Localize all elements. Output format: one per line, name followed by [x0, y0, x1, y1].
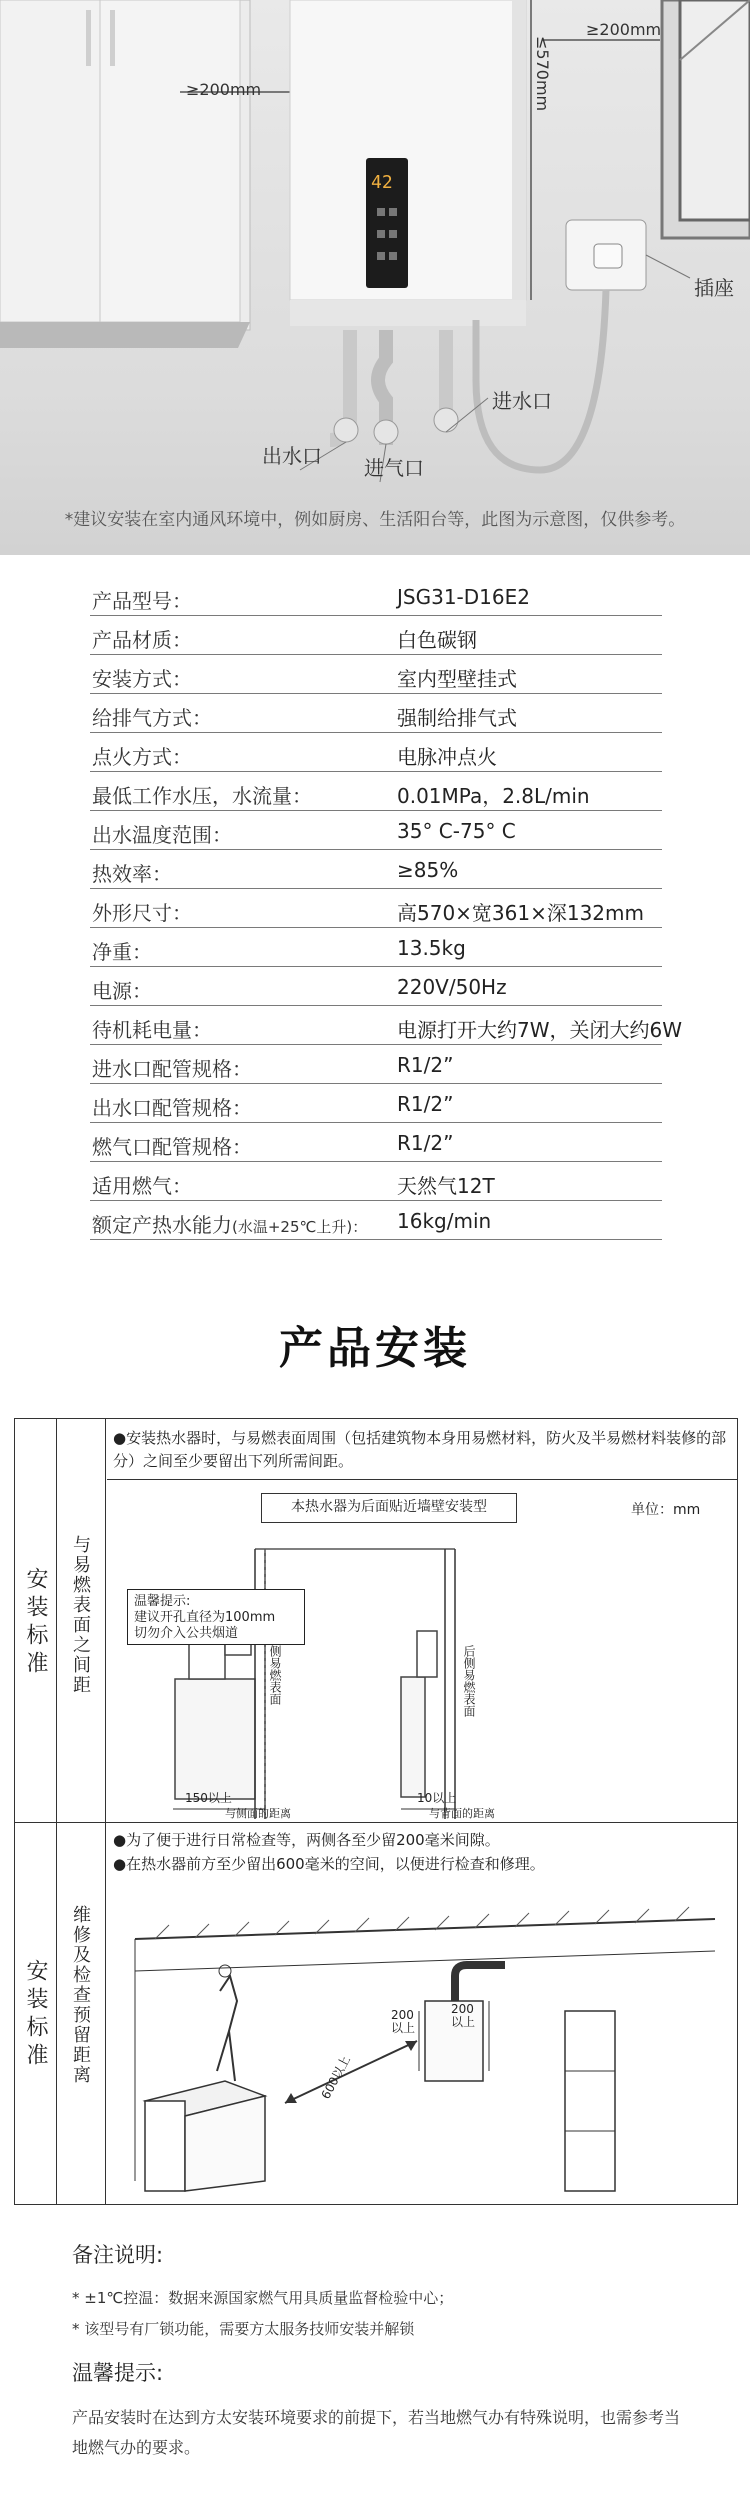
section1-sub-label: 与易燃表面之间距	[70, 1535, 91, 1695]
spec-row	[0, 969, 750, 1008]
right-service-gap: 200以上	[451, 2002, 476, 2029]
unit-label: 单位：mm	[631, 1502, 701, 1518]
install-standard-table	[14, 1418, 738, 2205]
spec-row	[0, 1203, 750, 1242]
spec-value: 220V/50Hz	[397, 975, 507, 999]
back-distance-value: 10以上	[417, 1791, 457, 1805]
spec-value: 电脉冲点火	[397, 745, 497, 769]
spec-key: 最低工作水压，水流量：	[92, 784, 312, 808]
spec-value: 强制给排气式	[397, 706, 517, 730]
spec-value: R1/2”	[397, 1053, 454, 1077]
display-readout: 42	[371, 172, 393, 193]
spec-row	[0, 696, 750, 735]
remark-item: * 该型号有厂锁功能，需要方太服务技师安装并解锁	[72, 2320, 415, 2338]
spec-key: 进水口配管规格：	[92, 1057, 252, 1081]
spec-key: 净重：	[92, 940, 152, 964]
hero-caption: *建议安装在室内通风环境中，例如厨房、生活阳台等，此图为示意图，仅供参考。	[64, 510, 686, 530]
spec-key: 产品型号：	[92, 589, 192, 613]
section2-note-2: ●在热水器前方至少留出600毫米的空间，以便进行检查和修理。	[113, 1855, 545, 1873]
spec-value: R1/2”	[397, 1131, 454, 1155]
spec-value: 35° C-75° C	[397, 819, 516, 843]
spec-value: 天然气12T	[397, 1174, 495, 1198]
clearance-diagram	[115, 1519, 715, 1819]
spec-key: 待机耗电量：	[92, 1018, 212, 1042]
spec-key	[92, 1209, 367, 1238]
right-clearance-label: ≥200mm	[586, 20, 662, 39]
spec-row	[0, 1125, 750, 1164]
spec-key: 燃气口配管规格：	[92, 1135, 252, 1159]
spec-key-main: 额定产热水能力	[92, 1213, 232, 1237]
height-limit-label: ≤570mm	[533, 36, 552, 112]
socket-label: 插座	[694, 276, 734, 300]
back-distance-caption: 与背面的距离	[429, 1807, 495, 1820]
front-service-gap: 600以上	[318, 2053, 353, 2102]
left-service-gap: 200以上	[391, 2008, 416, 2035]
spec-row	[0, 618, 750, 657]
spec-row	[0, 657, 750, 696]
spec-row	[0, 891, 750, 930]
outlet-label: 出水口	[262, 444, 322, 468]
section2-sub-label: 维修及检查预留距离	[70, 1905, 91, 2085]
section1-side-label: 安装标准	[23, 1567, 48, 1679]
back-surface-label: 后侧易燃表面	[462, 1645, 476, 1717]
remarks	[0, 2205, 750, 2463]
spec-value: 13.5kg	[397, 936, 466, 960]
side-surface-label: 侧易燃表面	[268, 1645, 282, 1705]
spec-row	[0, 735, 750, 774]
install-title: 产品安装	[279, 1323, 471, 1374]
tip-title: 温馨提示:	[134, 1594, 191, 1609]
spec-value: JSG31-D16E2	[397, 585, 530, 609]
spec-key: 出水口配管规格：	[92, 1096, 252, 1120]
water-inlet-label: 进水口	[492, 389, 552, 413]
spec-key: 外形尺寸：	[92, 901, 192, 925]
spec-table	[0, 555, 750, 1242]
spec-value: 0.01MPa，2.8L/min	[397, 784, 590, 808]
install-scene	[0, 0, 750, 555]
spec-key: 产品材质：	[92, 628, 192, 652]
spec-key: 出水温度范围：	[92, 823, 232, 847]
spec-key: 电源：	[92, 979, 152, 1003]
spec-value: 16kg/min	[397, 1209, 492, 1233]
spec-value: ≥85%	[397, 858, 459, 882]
spec-row	[0, 1008, 750, 1047]
maintenance-diagram	[125, 1881, 725, 2201]
spec-row	[0, 1164, 750, 1203]
spec-row	[0, 774, 750, 813]
spec-key: 给排气方式：	[92, 706, 212, 730]
side-distance-value: 150以上	[185, 1791, 232, 1805]
tip-body-2: 切勿介入公共烟道	[134, 1626, 239, 1641]
spec-key: 安装方式：	[92, 667, 192, 691]
spec-row	[0, 1086, 750, 1125]
tip-box	[127, 1589, 305, 1645]
spec-key: 点火方式：	[92, 745, 192, 769]
spec-value: R1/2”	[397, 1092, 454, 1116]
spec-value: 白色碳钢	[397, 628, 477, 652]
left-clearance-label: ≥200mm	[186, 80, 262, 99]
spec-row	[0, 579, 750, 618]
spec-row	[0, 852, 750, 891]
spec-row	[0, 813, 750, 852]
spec-row	[0, 930, 750, 969]
section2-note-1: ●为了便于进行日常检查等，两侧各至少留200毫米间隙。	[113, 1831, 500, 1849]
warm-tip-title: 温馨提示:	[72, 2361, 164, 2385]
remark-item: * ±1℃控温：数据来源国家燃气用具质量监督检验中心；	[72, 2289, 454, 2307]
remarks-title: 备注说明:	[72, 2243, 164, 2267]
gas-inlet-label: 进气口	[364, 456, 424, 480]
spec-row	[0, 1047, 750, 1086]
spec-key: 热效率：	[92, 862, 172, 886]
spec-key: 适用燃气：	[92, 1174, 192, 1198]
wall-caption: 本热水器为后面贴近墙壁安装型	[261, 1493, 517, 1523]
spec-key-note: (水温+25℃上升)：	[232, 1218, 368, 1236]
section2-side-label: 安装标准	[23, 1959, 48, 2071]
spec-value: 电源打开大约7W，关闭大约6W	[397, 1018, 682, 1042]
spec-value: 室内型壁挂式	[397, 667, 517, 691]
section1-note: ●安装热水器时，与易燃表面周围（包括建筑物本身用易燃材料，防火及半易燃材料装修的部分）之间至少要留出下列所需间距。	[113, 1429, 727, 1470]
side-distance-caption: 与侧面的距离	[225, 1807, 291, 1820]
tip-body: 建议开孔直径为100mm	[134, 1610, 276, 1625]
spec-value: 高570×宽361×深132mm	[397, 901, 645, 925]
warm-tip-text: 产品安装时在达到方太安装环境要求的前提下，若当地燃气办有特殊说明，也需参考当地燃气办的要求。	[72, 2408, 681, 2457]
